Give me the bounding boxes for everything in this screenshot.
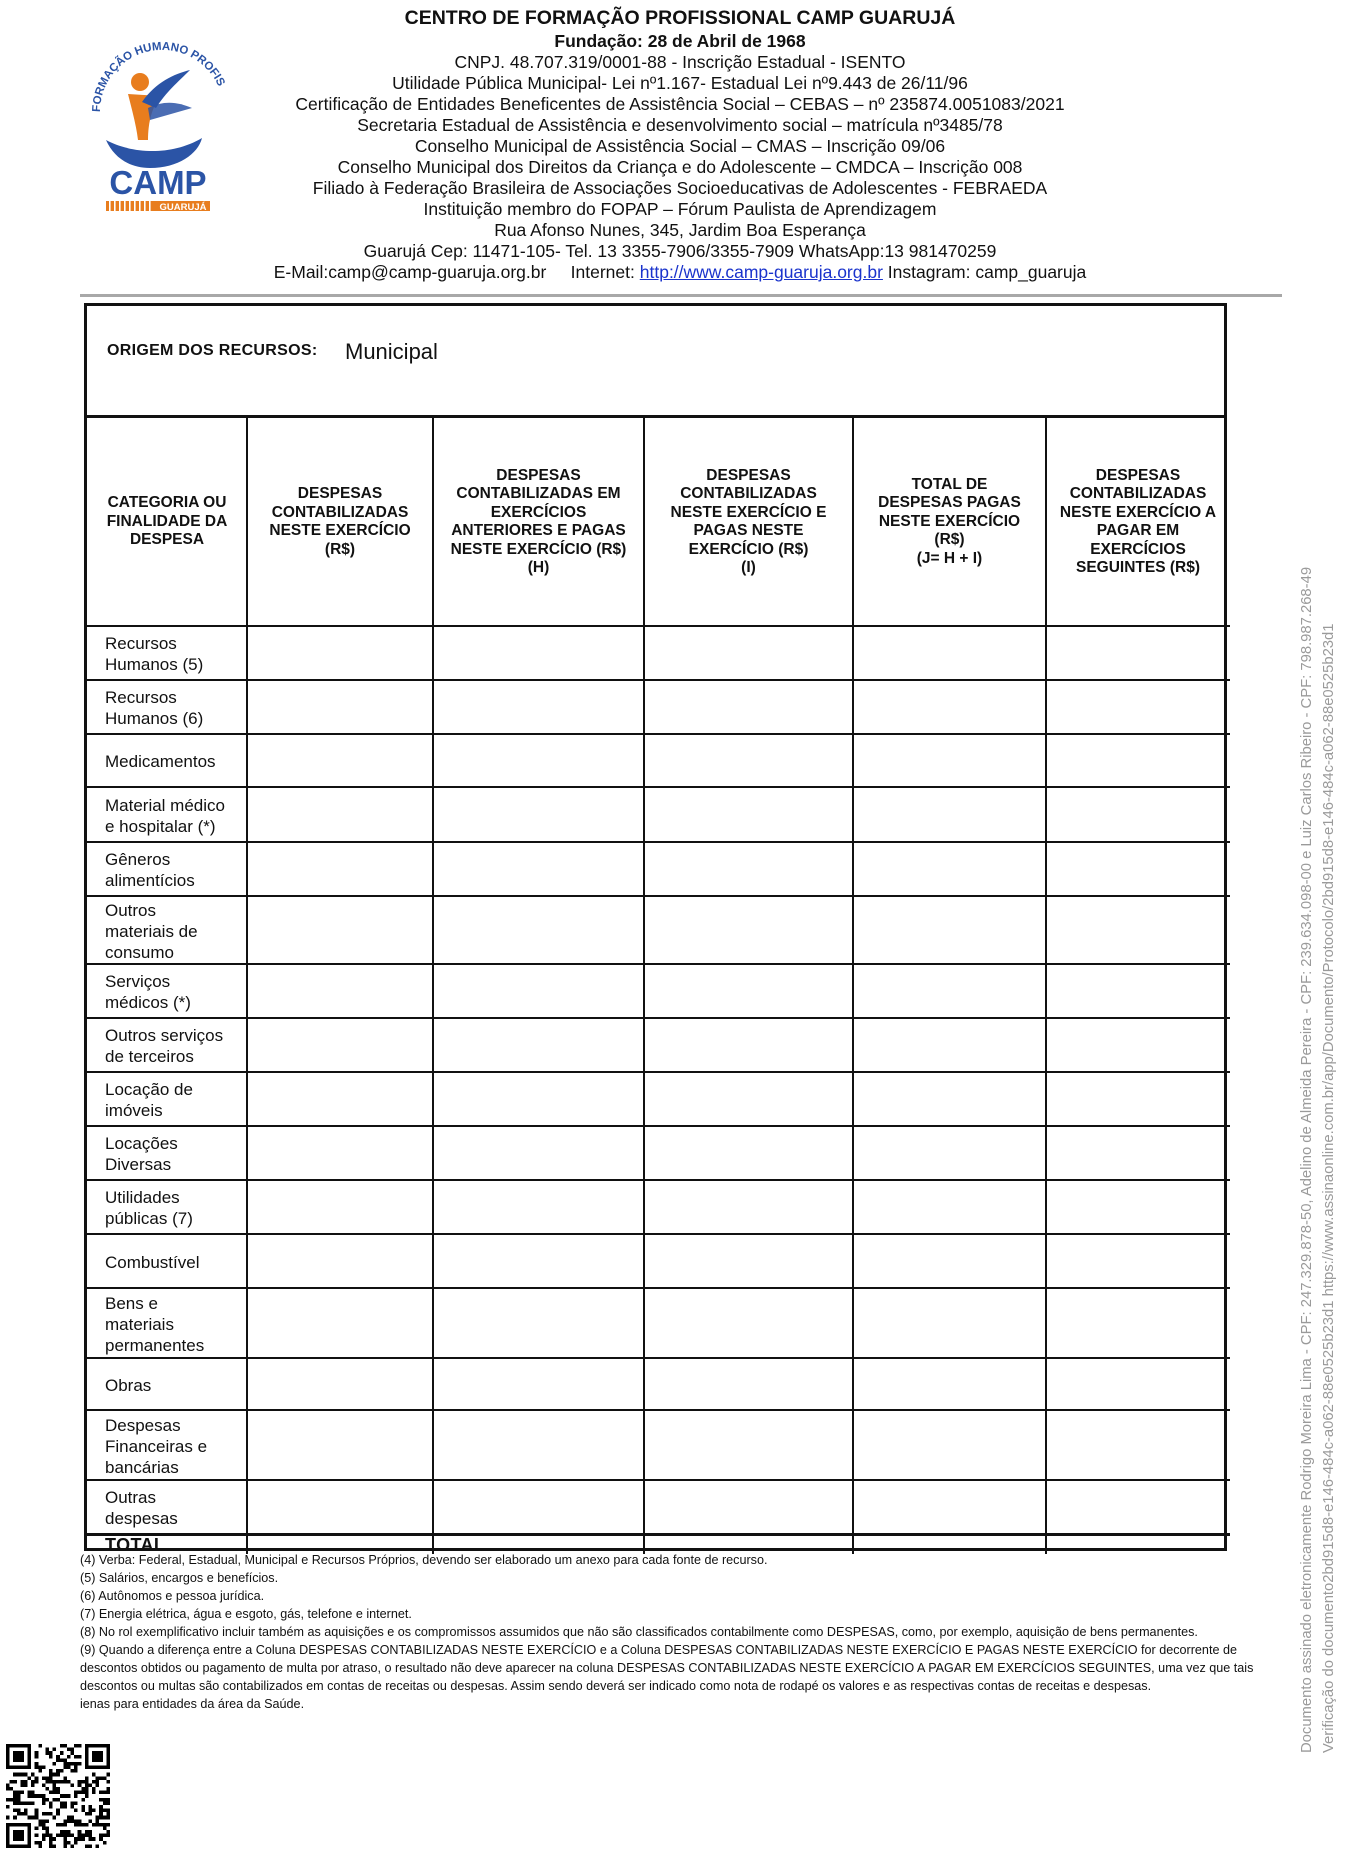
category-label xyxy=(105,1025,240,1067)
value-cell[interactable] xyxy=(435,1536,642,1552)
origin-label: ORIGEM DOS RECURSOS: xyxy=(107,342,318,359)
value-cell[interactable] xyxy=(646,736,851,785)
column-header-line: (H) xyxy=(527,559,550,576)
category-label-line: Outras xyxy=(105,1488,157,1507)
category-label xyxy=(105,1375,240,1396)
column-header-line: CATEGORIA OU xyxy=(107,494,227,512)
value-cell[interactable] xyxy=(855,1412,1044,1478)
category-label-line: Outros serviços xyxy=(105,1026,224,1045)
column-header-line: NESTE EXERCÍCIO E xyxy=(670,503,827,521)
category-label xyxy=(105,633,240,675)
value-cell[interactable] xyxy=(435,844,642,894)
column-header-line: TOTAL DE xyxy=(911,475,988,493)
column-header-line: DESPESAS xyxy=(496,466,581,484)
footnote: (5) Salários, encargos e benefícios. xyxy=(80,1571,279,1585)
value-cell[interactable] xyxy=(855,1290,1044,1356)
category-label-line: Material médico xyxy=(105,795,225,815)
header-divider xyxy=(80,294,1282,297)
value-cell[interactable] xyxy=(435,628,642,678)
row-divider xyxy=(87,1409,1230,1411)
category-label xyxy=(105,1487,240,1529)
column-divider xyxy=(852,418,854,1554)
category-label-line: materiais xyxy=(105,1314,174,1334)
value-cell[interactable] xyxy=(855,844,1044,894)
value-cell[interactable] xyxy=(855,1182,1044,1232)
value-cell[interactable] xyxy=(855,966,1044,1016)
category-label-line: e hospitalar (*) xyxy=(105,816,216,836)
column-header-line: NESTE EXERCÍCIO (R$) xyxy=(450,540,627,558)
value-cell[interactable] xyxy=(1048,628,1228,678)
row-divider xyxy=(87,963,1230,965)
header-internet-label: Internet: xyxy=(570,262,635,282)
value-cell[interactable] xyxy=(435,1412,642,1478)
row-divider xyxy=(87,786,1230,788)
column-header-line: NESTE EXERCÍCIO A xyxy=(1059,503,1217,521)
value-cell[interactable] xyxy=(855,1360,1044,1408)
category-label-line: alimentícios xyxy=(105,871,195,890)
category-label-line: médicos (*) xyxy=(105,993,191,1012)
value-cell[interactable] xyxy=(646,1182,851,1232)
value-cell[interactable] xyxy=(646,844,851,894)
category-label xyxy=(105,849,240,891)
value-cell[interactable] xyxy=(855,1536,1044,1552)
column-header-line: EXERCÍCIO (R$) xyxy=(688,540,809,558)
value-cell[interactable] xyxy=(1048,789,1228,840)
category-label xyxy=(105,751,240,772)
value-cell[interactable] xyxy=(646,898,851,962)
category-label-line: despesas xyxy=(105,1509,178,1528)
category-label-line: Despesas xyxy=(105,1415,181,1435)
header-fopap: Instituição membro do FOPAP – Fórum Paulista de Aprendizagem xyxy=(423,199,937,219)
value-cell[interactable] xyxy=(249,628,431,678)
value-cell[interactable] xyxy=(646,682,851,732)
row-divider xyxy=(87,1179,1230,1181)
column-header xyxy=(1046,418,1230,626)
header-utilidade: Utilidade Pública Municipal- Lei nº1.167- Estadual Lei nº9.443 de 26/11/96 xyxy=(392,73,968,93)
column-header-line: FINALIDADE DA xyxy=(106,512,228,530)
row-divider xyxy=(87,733,1230,735)
column-header-line: (R$) xyxy=(324,540,356,558)
value-cell[interactable] xyxy=(1048,1182,1228,1232)
value-cell[interactable] xyxy=(1048,1360,1228,1408)
footnote: (6) Autônomos e pessoa jurídica. xyxy=(80,1589,265,1603)
value-cell[interactable] xyxy=(646,1360,851,1408)
column-header-line: DESPESAS xyxy=(297,485,383,502)
category-label-line: Serviços xyxy=(105,972,171,991)
value-cell[interactable] xyxy=(855,1236,1044,1286)
category-label xyxy=(105,1415,240,1478)
category-label-line: Locações xyxy=(105,1134,178,1153)
value-cell[interactable] xyxy=(435,682,642,732)
column-header-line: NESTE EXERCÍCIO xyxy=(269,522,411,539)
column-header-line: (R$) xyxy=(934,531,965,549)
header-cmas: Conselho Municipal de Assistência Social – CMAS – Inscrição 09/06 xyxy=(414,136,946,156)
header-febraeda: Filiado à Federação Brasileira de Associações Socioeducativas de Adolescentes - FEBRAEDA xyxy=(312,178,1048,198)
value-cell[interactable] xyxy=(1048,1412,1228,1478)
category-label-line: imóveis xyxy=(105,1101,163,1120)
header-cnpj: CNPJ. 48.707.319/0001-88 - Inscrição Estadual - ISENTO xyxy=(454,52,906,72)
row-divider xyxy=(87,1479,1230,1481)
column-header-line: PAGAS NESTE xyxy=(693,522,804,539)
value-cell[interactable] xyxy=(646,1482,851,1532)
category-label-line: Medicamentos xyxy=(105,752,216,771)
column-header-line: CONTABILIZADAS xyxy=(1069,485,1207,502)
value-cell[interactable] xyxy=(855,1128,1044,1178)
value-cell[interactable] xyxy=(646,1236,851,1286)
value-cell[interactable] xyxy=(435,789,642,840)
column-header-line: DESPESA xyxy=(129,531,205,549)
category-label-line: permanentes xyxy=(105,1335,205,1355)
category-label xyxy=(105,900,240,963)
row-divider xyxy=(87,1071,1230,1073)
column-header-line: EXERCÍCIOS xyxy=(1090,540,1186,558)
value-cell[interactable] xyxy=(435,1236,642,1286)
header-title: CENTRO DE FORMAÇÃO PROFISSIONAL CAMP GUARUJÁ xyxy=(404,7,956,29)
category-label xyxy=(105,1252,240,1273)
value-cell[interactable] xyxy=(435,736,642,785)
header-contact xyxy=(245,262,1115,283)
category-label xyxy=(105,687,240,729)
value-cell[interactable] xyxy=(1048,682,1228,732)
category-label xyxy=(105,795,240,837)
value-cell[interactable] xyxy=(1048,1536,1228,1552)
category-label-line: Locação de xyxy=(105,1080,193,1099)
footnote: (8) No rol exemplificativo incluir também as aquisições e os compromissos assumidos que não são classificados contabilmente como DESPESAS, como, por exemplo, aquisição de bens permanentes. xyxy=(80,1625,1198,1639)
value-cell[interactable] xyxy=(249,1482,431,1532)
value-cell[interactable] xyxy=(435,1360,642,1408)
column-header xyxy=(853,418,1046,626)
column-header-line: CONTABILIZADAS xyxy=(680,485,817,502)
footnote: (7) Energia elétrica, água e esgoto, gás, telefone e internet. xyxy=(80,1607,412,1621)
value-cell[interactable] xyxy=(249,966,431,1016)
value-cell[interactable] xyxy=(646,1412,851,1478)
value-cell[interactable] xyxy=(855,1482,1044,1532)
category-label-line: Humanos (5) xyxy=(105,655,204,674)
column-divider xyxy=(643,418,645,1554)
column-header-line: CONTABILIZADAS xyxy=(271,503,409,521)
column-header-line: SEGUINTES (R$) xyxy=(1075,559,1200,576)
category-label xyxy=(105,1079,240,1121)
value-cell[interactable] xyxy=(435,1290,642,1356)
value-cell[interactable] xyxy=(646,1074,851,1124)
category-label xyxy=(105,1187,240,1229)
header-email: E-Mail:camp@camp-guaruja.org.br xyxy=(273,262,547,282)
origin-value: Municipal xyxy=(345,339,438,364)
value-cell[interactable] xyxy=(249,682,431,732)
category-label xyxy=(105,1293,240,1356)
verification-line: Verificação do documento2bd915d8-e146-484c-a062-88e0525b23d1 https://www.assinaonline.com.br/app/Documento/Protocolo/2bd915d8-e146-484c-a062-88e0525b23d1 xyxy=(1321,623,1337,1753)
column-header-line: (I) xyxy=(741,559,756,576)
origin-box xyxy=(84,303,1227,417)
value-cell[interactable] xyxy=(249,844,431,894)
value-cell[interactable] xyxy=(249,1182,431,1232)
category-label-line: materiais de xyxy=(105,921,198,941)
value-cell[interactable] xyxy=(435,1128,642,1178)
value-cell[interactable] xyxy=(1048,1482,1228,1532)
column-header xyxy=(247,418,433,626)
value-cell[interactable] xyxy=(249,1536,431,1552)
camp-logo xyxy=(78,12,238,217)
value-cell[interactable] xyxy=(1048,736,1228,785)
footnotes xyxy=(80,1551,1265,1713)
website-link[interactable]: http://www.camp-guaruja.org.br xyxy=(639,262,883,282)
value-cell[interactable] xyxy=(1048,1236,1228,1286)
value-cell[interactable] xyxy=(249,1236,431,1286)
value-cell[interactable] xyxy=(855,682,1044,732)
column-divider xyxy=(1045,418,1047,1554)
row-divider xyxy=(87,1357,1230,1359)
column-header xyxy=(87,418,247,626)
footnote: ienas para entidades da área da Saúde. xyxy=(80,1697,305,1711)
category-label-line: de terceiros xyxy=(105,1047,194,1066)
column-header-line: DESPESAS PAGAS xyxy=(878,494,1021,512)
header-cmdca: Conselho Municipal dos Direitos da Criança e do Adolescente – CMDCA – Inscrição 008 xyxy=(337,157,1023,177)
column-header xyxy=(644,418,853,626)
row-divider xyxy=(87,895,1230,897)
value-cell[interactable] xyxy=(646,966,851,1016)
value-cell[interactable] xyxy=(249,789,431,840)
row-divider xyxy=(87,1017,1230,1019)
column-header-line: EXERCÍCIOS xyxy=(490,503,587,521)
row-divider xyxy=(87,625,1230,627)
logo-subword: GUARUJÁ xyxy=(159,202,207,213)
value-cell[interactable] xyxy=(1048,898,1228,962)
value-cell[interactable] xyxy=(855,1074,1044,1124)
header-founding: Fundação: 28 de Abril de 1968 xyxy=(554,31,806,51)
value-cell[interactable] xyxy=(435,898,642,962)
category-label-line: Financeiras e xyxy=(105,1436,208,1456)
signature-line: Documento assinado eletronicamente Rodrigo Moreira Lima - CPF: 247.329.878-50, Adelino de Almeida Pereira - CPF: 239.634.098-00 e Luiz Carlos Ribeiro - CPF: 798.987.268-49 xyxy=(1299,566,1315,1753)
column-divider xyxy=(246,418,248,1554)
row-divider xyxy=(87,1125,1230,1127)
category-label-line: Bens e xyxy=(105,1293,158,1313)
category-label-line: Recursos xyxy=(105,634,177,653)
value-cell[interactable] xyxy=(646,1536,851,1552)
value-cell[interactable] xyxy=(249,1128,431,1178)
category-label-line: Utilidades xyxy=(105,1188,180,1207)
row-divider xyxy=(87,1287,1230,1289)
value-cell[interactable] xyxy=(435,1020,642,1070)
value-cell[interactable] xyxy=(646,789,851,840)
value-cell[interactable] xyxy=(249,1020,431,1070)
row-divider xyxy=(87,1233,1230,1235)
column-header-line: ANTERIORES E PAGAS xyxy=(451,522,626,539)
value-cell[interactable] xyxy=(855,789,1044,840)
category-label-line: Recursos xyxy=(105,688,177,707)
row-divider xyxy=(87,679,1230,681)
column-header-line: CONTABILIZADAS EM xyxy=(456,485,621,502)
value-cell[interactable] xyxy=(1048,1074,1228,1124)
footnote: (9) Quando a diferença entre a Coluna DESPESAS CONTABILIZADAS NESTE EXERCÍCIO e a Coluna DESPESAS CONTABILIZADAS NESTE EXERCÍCIO E PAGAS NESTE EXERCÍCIO for decorrente de descontos obtidos ou pagamento de multa por atraso, o resultado não deve aparecer na coluna DESPESAS CONTABILIZADAS NESTE EXERCÍCIO A PAGAR EM EXERCÍCIOS SEGUINTES, uma vez que tais descontos ou multas são contabilizados em contas de receitas ou despesas. Assim sendo deverá ser indicado como nota de rodapé os valores e as respectivas contas de receitas e despesas. xyxy=(80,1643,1254,1693)
category-label-line: Humanos (6) xyxy=(105,709,204,728)
header-city: Guarujá Cep: 11471-105- Tel. 13 3355-7906/3355-7909 WhatsApp:13 981470259 xyxy=(363,241,997,261)
column-header-line: (J= H + I) xyxy=(916,549,983,567)
column-header-line: DESPESAS xyxy=(706,466,791,484)
value-cell[interactable] xyxy=(249,1360,431,1408)
category-label-line: públicas (7) xyxy=(105,1209,193,1228)
value-cell[interactable] xyxy=(855,1020,1044,1070)
footnote: (4) Verba: Federal, Estadual, Municipal e Recursos Próprios, devendo ser elaborado um anexo para cada fonte de recurso. xyxy=(80,1553,768,1567)
value-cell[interactable] xyxy=(855,898,1044,962)
row-divider xyxy=(87,841,1230,843)
signature-verification xyxy=(1296,478,1344,1753)
column-header-line: NESTE EXERCÍCIO xyxy=(878,512,1021,530)
value-cell[interactable] xyxy=(249,1290,431,1356)
header-instagram: Instagram: camp_guaruja xyxy=(887,262,1087,282)
category-label xyxy=(105,1133,240,1175)
value-cell[interactable] xyxy=(249,736,431,785)
value-cell[interactable] xyxy=(435,1482,642,1532)
column-header-line: PAGAR EM xyxy=(1096,522,1180,539)
value-cell[interactable] xyxy=(435,1074,642,1124)
header-cebas: Certificação de Entidades Beneficentes de Assistência Social – CEBAS – nº 235874.0051083/2021 xyxy=(295,94,1065,114)
value-cell[interactable] xyxy=(1048,1290,1228,1356)
logo-arc-text: FORMAÇÃO HUMANO PROFIS xyxy=(90,40,227,113)
qr-code[interactable] xyxy=(6,1744,110,1848)
value-cell[interactable] xyxy=(1048,966,1228,1016)
value-cell[interactable] xyxy=(646,628,851,678)
value-cell[interactable] xyxy=(435,1182,642,1232)
category-label-line: bancárias xyxy=(105,1457,179,1477)
value-cell[interactable] xyxy=(249,1074,431,1124)
column-divider xyxy=(432,418,434,1554)
value-cell[interactable] xyxy=(1048,844,1228,894)
category-label-line: Diversas xyxy=(105,1155,172,1174)
logo-wordmark: CAMP xyxy=(109,164,207,201)
value-cell[interactable] xyxy=(646,1290,851,1356)
category-label-line: TOTAL xyxy=(105,1534,166,1555)
value-cell[interactable] xyxy=(249,898,431,962)
value-cell[interactable] xyxy=(435,966,642,1016)
header-secretaria: Secretaria Estadual de Assistência e desenvolvimento social – matrícula nº3485/78 xyxy=(357,115,1003,135)
expense-table xyxy=(84,415,1227,1555)
category-label-line: consumo xyxy=(105,942,174,962)
value-cell[interactable] xyxy=(855,736,1044,785)
value-cell[interactable] xyxy=(646,1128,851,1178)
category-label-line: Obras xyxy=(105,1375,152,1395)
value-cell[interactable] xyxy=(646,1020,851,1070)
category-label-line: Outros xyxy=(105,900,157,920)
category-label xyxy=(105,971,240,1013)
value-cell[interactable] xyxy=(249,1412,431,1478)
value-cell[interactable] xyxy=(1048,1020,1228,1070)
column-header-line: DESPESAS xyxy=(1095,466,1181,484)
column-header xyxy=(433,418,644,626)
category-label-line: Gêneros xyxy=(105,850,171,869)
value-cell[interactable] xyxy=(855,628,1044,678)
category-label-line: Combustível xyxy=(105,1252,200,1272)
value-cell[interactable] xyxy=(1048,1128,1228,1178)
header-address: Rua Afonso Nunes, 345, Jardim Boa Esperança xyxy=(494,220,866,240)
